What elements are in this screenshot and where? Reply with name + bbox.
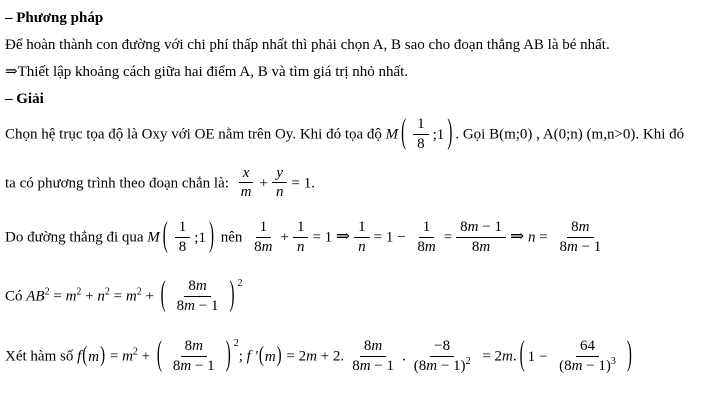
numerator [256,219,272,238]
fraction [293,219,309,256]
close-paren: ) [626,337,632,374]
numerator [181,338,207,357]
numerator [567,219,593,238]
denominator [354,238,370,256]
math-text: 1 [422,219,431,236]
paren-group [154,337,239,375]
setup-note: ⇒Thiết lập khoảng cách giữa hai điểm A, B và tìm giá trị nhỏ nhất. [5,64,409,80]
exponent: 2 [465,356,471,368]
math-text: 8 [460,219,468,236]
math-text: 8 [352,358,360,375]
fraction [175,219,191,256]
math-text: ;1 [432,126,445,143]
math-text: = 1. [291,175,315,192]
fraction [272,165,288,202]
math-text: 1 [259,219,268,236]
formula-derivative [5,339,718,376]
formula-intercept-equation [5,166,718,203]
numerator [184,278,210,297]
math-text: + [259,175,268,192]
math-text: 8 [254,238,262,255]
math-text: − 1 [195,297,219,314]
close-paren: ) [447,114,453,152]
open-paren: ( [156,337,162,374]
denominator [348,357,398,375]
numerator [360,338,386,357]
math-text: (8 [559,358,572,375]
paren-group [398,114,455,152]
solution-heading: – Giải [5,91,44,107]
paren-group [160,217,217,255]
fraction [169,338,219,375]
math-text: m [264,349,276,366]
fraction [456,219,506,256]
math-text: (8 [413,358,427,375]
math-text: m [88,349,100,366]
exponent: 2 [44,286,50,298]
math-text: m [261,238,273,255]
denominator [175,238,191,256]
math-text: 1 [417,116,425,132]
math-text: m [479,238,491,255]
numerator [430,338,454,357]
open-paren: ( [160,276,166,314]
math-text: = [49,288,66,305]
fraction [173,278,223,315]
exponent: 2 [136,286,142,298]
numerator [419,219,435,238]
math-text: 64 [580,338,595,355]
math-text: 8 [417,135,425,152]
fraction [410,338,475,375]
math-text: + [81,288,98,305]
math-text: f [77,349,82,366]
math-text: n [527,229,536,246]
math-text: m [240,184,252,201]
math-text: + [137,349,154,366]
math-text: AB [26,288,45,305]
math-text: y [276,164,284,181]
math-text: n [97,288,105,305]
math-text: . [402,349,406,366]
fraction [413,219,439,256]
math-text: 1 [358,219,366,236]
math-text: ⇒ [335,226,351,246]
formula-coordinate-setup [5,114,718,154]
math-text: 8 [188,277,196,294]
exponent: 2 [237,277,243,289]
math-text: + [141,288,158,305]
denominator [413,238,439,256]
close-paren: ) [225,337,231,374]
math-text: nên [216,229,247,246]
denominator [555,238,605,256]
denominator [410,357,475,375]
method-heading: – Phương pháp [5,10,104,26]
denominator [169,357,219,375]
denominator [413,135,429,153]
math-text: = [443,229,453,246]
math-text: m [122,349,133,366]
math-text: . Gọi B(m;0) , A(0;n) (m,n>0). Khi đó [455,126,685,143]
math-text: ⇒ [509,226,525,246]
math-text: m [566,238,578,255]
numerator [576,338,599,357]
fraction [555,219,605,256]
math-text: = [106,349,123,366]
math-text: m [571,358,583,375]
math-text: − 1) [437,358,466,375]
math-text: + [280,229,289,246]
math-text: m [502,349,513,366]
denominator [173,297,223,315]
math-text: 8 [172,358,181,375]
math-text: n [275,184,284,201]
math-text: ta có phương trình theo đoạn chắn là: [5,175,233,192]
exponent: 2 [233,338,239,350]
math-text: M [147,229,160,246]
math-text: = [535,229,552,246]
denominator [272,183,288,201]
math-text: . [512,349,517,366]
math-text: m [424,238,436,255]
math-text: −8 [434,338,451,355]
fraction [237,165,256,202]
math-text: x [242,164,250,181]
math-text: ; [238,349,247,366]
math-text: n [358,238,366,255]
math-text: m [306,349,317,366]
fraction [348,338,398,375]
denominator [250,238,276,256]
math-text: − 1 [478,219,502,236]
numerator [175,219,191,238]
close-paren: ) [100,344,106,368]
math-text: 8 [184,338,193,355]
math-text: 8 [178,238,187,255]
denominator [555,357,620,375]
math-text: = 1 [312,229,336,246]
open-paren: ( [82,344,88,368]
math-text: m [195,277,207,294]
denominator [237,183,256,201]
open-paren: ( [258,344,264,368]
fraction [413,116,429,153]
fraction [250,219,276,256]
denominator [468,238,494,256]
math-text: 1 − [527,349,552,366]
math-text: m [578,219,590,236]
exponent: 2 [132,347,138,359]
math-text: = 2 [282,349,307,366]
paren-group [258,344,283,368]
close-paren: ) [276,344,282,368]
math-text: Xét hàm số [5,349,78,366]
math-text: m [359,358,371,375]
math-text: m [371,338,383,355]
math-text: Chọn hệ trục tọa độ là Oxy với OE nằm trên Oy. Khi đó tọa độ [5,126,386,143]
numerator [293,219,309,238]
math-text: = [109,288,126,305]
exponent: 3 [610,356,616,368]
math-text: n [296,238,305,255]
math-text: − 1 [370,358,394,375]
math-text: − 1) [582,358,611,375]
paren-group [158,276,243,314]
math-text: 8 [417,238,425,255]
numerator [413,116,429,135]
open-paren: ( [162,217,168,255]
math-text: 1 [178,219,187,236]
math-text: 1 [296,219,305,236]
math-text: + 2. [316,349,345,366]
math-text: m [467,219,479,236]
math-text: M [385,126,399,143]
denominator [293,238,309,256]
math-text: Có [5,288,27,305]
math-text: − 1 [191,358,215,375]
fraction [354,219,370,256]
open-paren: ( [519,337,525,374]
math-text: m [426,358,438,375]
math-text: − 1 [577,238,602,255]
math-text: m [192,338,203,355]
close-paren: ) [208,217,214,255]
paren-group [517,337,635,375]
math-text: = 2 [478,349,503,366]
numerator [354,219,370,238]
math-text: 8 [571,219,579,236]
numerator [456,219,506,238]
math-text: = 1 − [373,229,410,246]
math-text: 8 [363,338,372,355]
exponent: 2 [76,286,82,298]
open-paren: ( [401,114,407,152]
paren-group [81,344,106,368]
formula-ab-squared [5,276,718,316]
math-text: m [180,358,192,375]
formula-line-through-m [5,217,718,257]
close-paren: ) [229,276,235,314]
method-description: Để hoàn thành con đường với chi phí thấp nhất thì phải chọn A, B sao cho đoạn thẳng AB là bé nhất. [5,37,610,53]
numerator [272,165,287,184]
math-text: f ′ [246,349,258,366]
math-text: 8 [471,238,480,255]
math-text: m [184,297,195,314]
numerator [239,165,254,184]
math-text: 8 [176,297,185,314]
exponent: 2 [104,286,110,298]
math-text: Do đường thẳng đi qua [5,229,148,246]
math-text: 8 [559,238,567,255]
math-text: m [125,288,137,305]
math-text: ;1 [194,229,206,246]
math-text: m [65,288,77,305]
fraction [555,338,620,375]
